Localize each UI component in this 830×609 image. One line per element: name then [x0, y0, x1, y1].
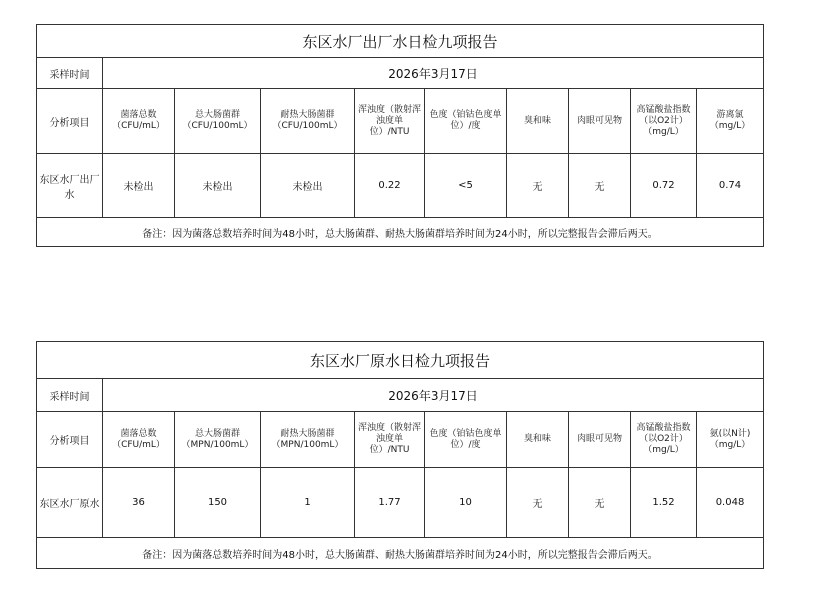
- value-permanganate-index: 0.72: [631, 154, 697, 218]
- header-permanganate-index: 高锰酸盐指数（以O2计）（mg/L）: [631, 412, 697, 468]
- value-odor-taste: 无: [507, 468, 569, 538]
- value-total-coliforms: 未检出: [175, 154, 261, 218]
- value-permanganate-index: 1.52: [631, 468, 697, 538]
- value-colony-count: 未检出: [103, 154, 175, 218]
- header-colony-count: 菌落总数（CFU/mL）: [103, 89, 175, 154]
- value-free-chlorine: 0.74: [697, 154, 764, 218]
- value-visible-matter: 无: [569, 154, 631, 218]
- sample-time-label: 采样时间: [37, 58, 103, 89]
- header-turbidity: 浑浊度（散射浑浊度单位）/NTU: [355, 89, 425, 154]
- analysis-item-label: 分析项目: [37, 89, 103, 154]
- header-visible-matter: 肉眼可见物: [569, 89, 631, 154]
- header-thermotolerant-coliforms: 耐热大肠菌群（MPN/100mL）: [261, 412, 355, 468]
- header-thermotolerant-coliforms: 耐热大肠菌群（CFU/100mL）: [261, 89, 355, 154]
- analysis-item-label: 分析项目: [37, 412, 103, 468]
- sample-time-label: 采样时间: [37, 379, 103, 412]
- sample-name: 东区水厂出厂水: [37, 154, 103, 218]
- header-color: 色度（铂钴色度单位）/度: [425, 89, 507, 154]
- value-turbidity: 0.22: [355, 154, 425, 218]
- header-turbidity: 浑浊度（散射浑浊度单位）/NTU: [355, 412, 425, 468]
- report-table-finished-water: [36, 24, 764, 247]
- value-turbidity: 1.77: [355, 468, 425, 538]
- header-permanganate-index: 高锰酸盐指数（以O2计）（mg/L）: [631, 89, 697, 154]
- value-thermotolerant-coliforms: 未检出: [261, 154, 355, 218]
- header-color: 色度（铂钴色度单位）/度: [425, 412, 507, 468]
- value-color: 10: [425, 468, 507, 538]
- value-thermotolerant-coliforms: 1: [261, 468, 355, 538]
- header-visible-matter: 肉眼可见物: [569, 412, 631, 468]
- report-note: 备注：因为菌落总数培养时间为48小时，总大肠菌群、耐热大肠菌群培养时间为24小时，所以完整报告会滞后两天。: [37, 218, 764, 247]
- report-table-raw-water: [36, 341, 764, 569]
- header-odor-taste: 臭和味: [507, 412, 569, 468]
- value-colony-count: 36: [103, 468, 175, 538]
- value-color: <5: [425, 154, 507, 218]
- header-total-coliforms: 总大肠菌群（MPN/100mL）: [175, 412, 261, 468]
- header-colony-count: 菌落总数（CFU/mL）: [103, 412, 175, 468]
- header-free-chlorine: 游离氯（mg/L）: [697, 89, 764, 154]
- header-ammonia: 氨(以N计)（mg/L）: [697, 412, 764, 468]
- header-odor-taste: 臭和味: [507, 89, 569, 154]
- sample-date: 2026年3月17日: [103, 379, 764, 412]
- report-title: 东区水厂出厂水日检九项报告: [37, 25, 764, 58]
- report-note: 备注：因为菌落总数培养时间为48小时，总大肠菌群、耐热大肠菌群培养时间为24小时，所以完整报告会滞后两天。: [37, 538, 764, 569]
- sample-name: 东区水厂原水: [37, 468, 103, 538]
- value-ammonia: 0.048: [697, 468, 764, 538]
- value-visible-matter: 无: [569, 468, 631, 538]
- report-title: 东区水厂原水日检九项报告: [37, 342, 764, 379]
- value-total-coliforms: 150: [175, 468, 261, 538]
- value-odor-taste: 无: [507, 154, 569, 218]
- sample-date: 2026年3月17日: [103, 58, 764, 89]
- header-total-coliforms: 总大肠菌群（CFU/100mL）: [175, 89, 261, 154]
